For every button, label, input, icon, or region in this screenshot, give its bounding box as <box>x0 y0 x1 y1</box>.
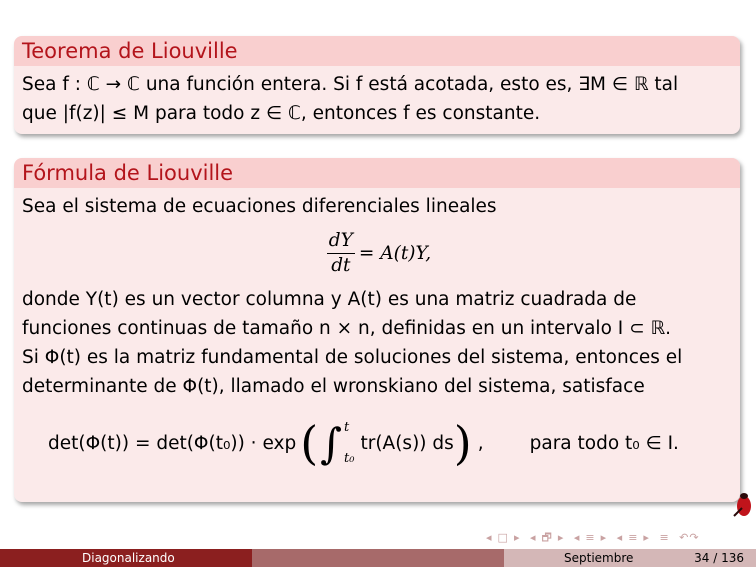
nav-section-forward[interactable]: ▸ <box>600 531 608 544</box>
nav-doc-forward[interactable]: ▸ <box>643 531 650 544</box>
nav-doc-icon[interactable]: ≡ <box>628 531 639 544</box>
nav-frame-forward[interactable]: ▸ <box>513 531 521 544</box>
formula-block <box>14 158 740 502</box>
nav-section-icon[interactable]: ≡ <box>585 531 596 544</box>
theorem-line-2: que |f(z)| ≤ M para todo z ∈ ℂ, entonces f es constante. <box>22 103 541 124</box>
theorem-body <box>14 66 740 134</box>
formula-lhs: det(Φ(t)) = det(Φ(t₀)) · exp <box>48 432 297 454</box>
integral-limits <box>344 413 354 473</box>
ode-equation <box>22 221 732 285</box>
integral-sign: ∫ <box>320 418 343 468</box>
liouville-formula <box>22 405 732 481</box>
ode-rhs: = A(t)Y, <box>358 242 432 264</box>
ode-numerator: dY <box>327 229 355 254</box>
nav-section-back[interactable]: ◂ <box>573 531 581 544</box>
nav-frame-back[interactable]: ◂ <box>486 531 493 544</box>
ode-denominator: dt <box>331 254 351 276</box>
footer <box>0 549 756 567</box>
integral-lower: t₀ <box>344 451 355 466</box>
left-paren: ( <box>300 416 319 470</box>
nav-search-back-icon[interactable]: ↶↷ <box>679 531 700 544</box>
para1-line-2: funciones continuas de tamaño n × n, definidas en un intervalo I ⊂ ℝ. <box>22 318 672 339</box>
footer-middle <box>252 549 504 567</box>
nav-subsection-icon[interactable]: 🗗 <box>541 531 553 544</box>
formula-condition: para todo t₀ ∈ I. <box>529 432 679 454</box>
formula-comma: , <box>477 432 484 454</box>
theorem-block <box>14 36 740 134</box>
nav-subsection-back[interactable]: ◂ <box>529 531 537 544</box>
footer-date: Septiembre <box>564 551 634 565</box>
navigation-bar[interactable] <box>486 529 748 547</box>
right-paren: ) <box>453 416 472 470</box>
beamer-logo-icon <box>730 488 752 518</box>
footer-page-number: 34 / 136 <box>694 551 744 565</box>
formula-body <box>14 188 740 502</box>
formula-title: Fórmula de Liouville <box>14 158 740 188</box>
formula-intro: Sea el sistema de ecuaciones diferenciales lineales <box>22 196 497 217</box>
theorem-title: Teorema de Liouville <box>14 36 740 66</box>
theorem-line-1: Sea f : ℂ → ℂ una función entera. Si f está acotada, esto es, ∃M ∈ ℝ tal <box>22 74 679 95</box>
formula-integrand: tr(A(s)) ds <box>360 432 454 454</box>
nav-toc-icon[interactable]: ≡ <box>659 531 670 544</box>
integral-upper: t <box>344 420 350 435</box>
footer-title: Diagonalizando <box>0 549 252 567</box>
ode-fraction <box>327 229 355 278</box>
nav-subsection-forward[interactable]: ▸ <box>557 531 565 544</box>
para2-line-1: Si Φ(t) es la matriz fundamental de soluciones del sistema, entonces el <box>22 347 683 368</box>
footer-right <box>504 549 756 567</box>
para1-line-1: donde Y(t) es un vector columna y A(t) es una matriz cuadrada de <box>22 289 637 310</box>
nav-frame-icon[interactable]: □ <box>497 531 509 544</box>
nav-doc-back[interactable]: ◂ <box>616 531 624 544</box>
para2-line-2: determinante de Φ(t), llamado el wronskiano del sistema, satisface <box>22 376 645 397</box>
